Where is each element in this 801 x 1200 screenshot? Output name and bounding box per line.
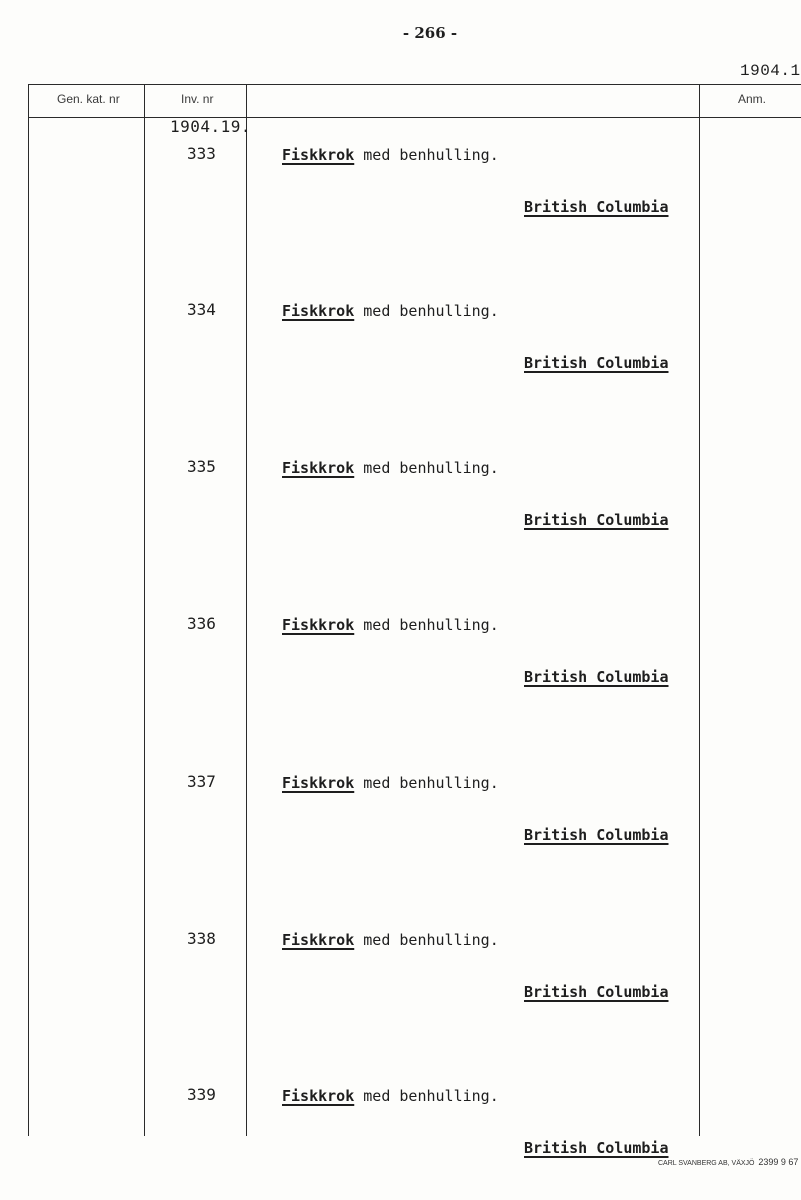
inventory-number: 334: [187, 300, 216, 319]
catalog-entry: [0, 772, 801, 932]
description-lead: Fiskkrok: [282, 931, 355, 949]
description-lead: Fiskkrok: [282, 1087, 355, 1105]
origin: British Columbia: [524, 354, 669, 372]
origin: British Columbia: [524, 668, 669, 686]
header-gen-kat-nr: Gen. kat. nr: [57, 92, 120, 106]
origin: British Columbia: [524, 826, 669, 844]
description-lead: Fiskkrok: [282, 616, 355, 634]
inventory-batch: 1904.19.: [170, 117, 252, 136]
inventory-number: 338: [187, 929, 216, 948]
origin: British Columbia: [524, 1139, 669, 1157]
series-reference: 1904.1: [740, 62, 801, 80]
description-rest: med benhulling.: [354, 1087, 499, 1105]
inventory-number: 339: [187, 1085, 216, 1104]
description-rest: med benhulling.: [354, 931, 499, 949]
catalog-entry: [0, 144, 801, 304]
description: [282, 459, 499, 477]
description: [282, 931, 499, 949]
catalog-entry: [0, 929, 801, 1089]
description-rest: med benhulling.: [354, 302, 499, 320]
catalog-entry: [0, 457, 801, 617]
description-rest: med benhulling.: [354, 774, 499, 792]
origin: British Columbia: [524, 983, 669, 1001]
form-code: 2399 9 67: [758, 1157, 799, 1167]
description: [282, 616, 499, 634]
inventory-number: 333: [187, 144, 216, 163]
header-inv-nr: Inv. nr: [181, 92, 214, 106]
description-lead: Fiskkrok: [282, 774, 355, 792]
inventory-number: 335: [187, 457, 216, 476]
description: [282, 774, 499, 792]
catalog-entry: [0, 614, 801, 774]
description-rest: med benhulling.: [354, 146, 499, 164]
description-lead: Fiskkrok: [282, 459, 355, 477]
catalog-entry: [0, 300, 801, 460]
description: [282, 146, 499, 164]
origin: British Columbia: [524, 198, 669, 216]
description-lead: Fiskkrok: [282, 302, 355, 320]
description: [282, 302, 499, 320]
description-rest: med benhulling.: [354, 616, 499, 634]
header-anm: Anm.: [738, 92, 767, 106]
printer-name: CARL SVANBERG AB, VÄXJÖ: [658, 1160, 755, 1167]
page-number: - 266 -: [402, 24, 458, 42]
description-rest: med benhulling.: [354, 459, 499, 477]
description: [282, 1087, 499, 1105]
inventory-number: 337: [187, 772, 216, 791]
description-lead: Fiskkrok: [282, 146, 355, 164]
origin: British Columbia: [524, 511, 669, 529]
catalog-entry: [0, 1085, 801, 1165]
printer-imprint: [658, 1157, 798, 1167]
inventory-number: 336: [187, 614, 216, 633]
